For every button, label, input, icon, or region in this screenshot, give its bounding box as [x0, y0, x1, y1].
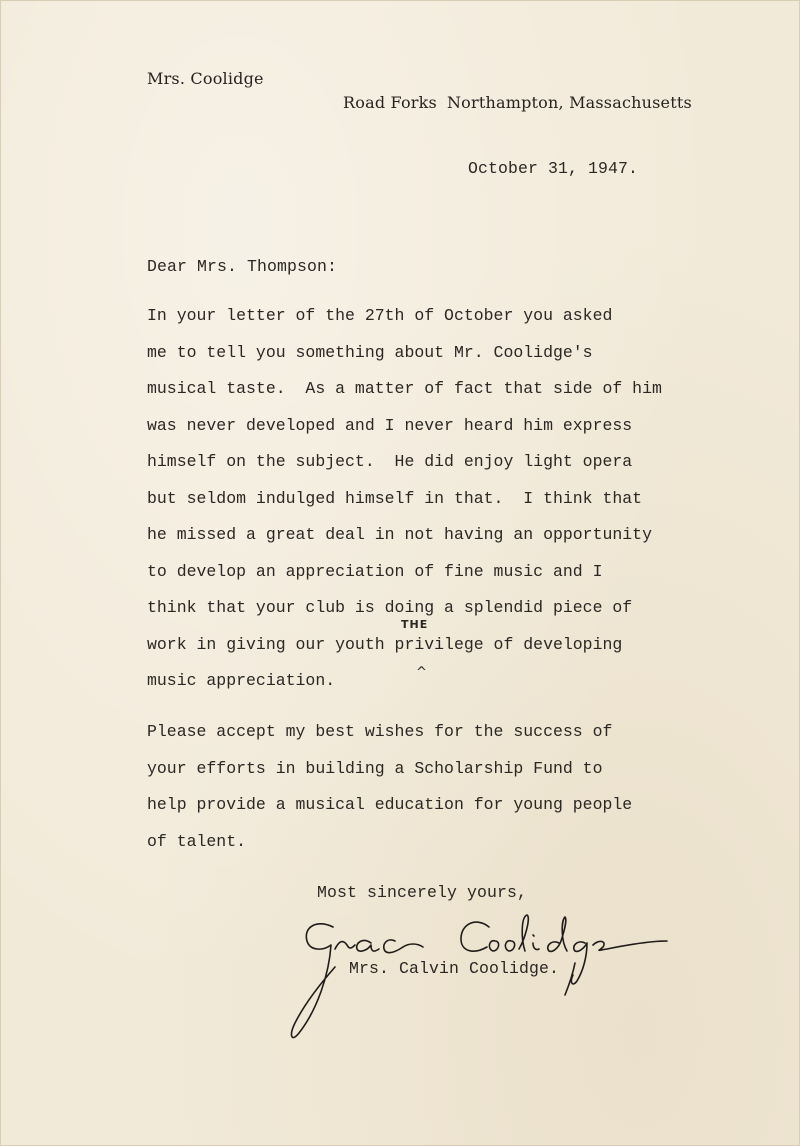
letter-date: October 31, 1947. [468, 159, 639, 178]
closing: Most sincerely yours, [317, 883, 528, 902]
body-line: he missed a great deal in not having an opportunity [147, 525, 652, 544]
letterhead-name: Mrs. Coolidge [147, 69, 264, 88]
letterhead-address-road: Road Forks [343, 93, 437, 112]
body-line: but seldom indulged himself in that. I think that [147, 488, 643, 508]
signer-name: Mrs. Calvin Coolidge. [349, 959, 560, 978]
body-line: musical taste. As a matter of fact that side of him [147, 379, 662, 398]
body-line: music appreciation. [147, 671, 336, 690]
body-line: of talent. [147, 831, 247, 851]
body-line: Please accept my best wishes for the success of [147, 722, 613, 741]
insert-caret-icon: ^ [416, 665, 427, 680]
salutation: Dear Mrs. Thompson: [147, 257, 338, 276]
body-line: your efforts in building a Scholarship Fund to [147, 758, 603, 778]
letterhead-address-city: Northampton, Massachusetts [446, 93, 692, 112]
handwritten-insert: THE [401, 618, 429, 631]
body-line: was never developed and I never heard him express [147, 415, 633, 435]
signature-icon [277, 905, 677, 1055]
body-paragraph-2 [147, 714, 632, 860]
body-line: think that your club is doing a splendid piece of [147, 598, 633, 617]
body-line: me to tell you something about Mr. Coolidge's [147, 342, 593, 362]
body-paragraph-1 [147, 298, 662, 700]
body-line: In your letter of the 27th of October you asked [147, 306, 613, 325]
body-line: work in giving our youth privilege of developing [147, 634, 623, 654]
body-line: himself on the subject. He did enjoy light opera [147, 452, 633, 471]
body-line: to develop an appreciation of fine music and I [147, 561, 603, 581]
letterhead-address [343, 93, 702, 112]
body-line: help provide a musical education for young people [147, 795, 633, 814]
